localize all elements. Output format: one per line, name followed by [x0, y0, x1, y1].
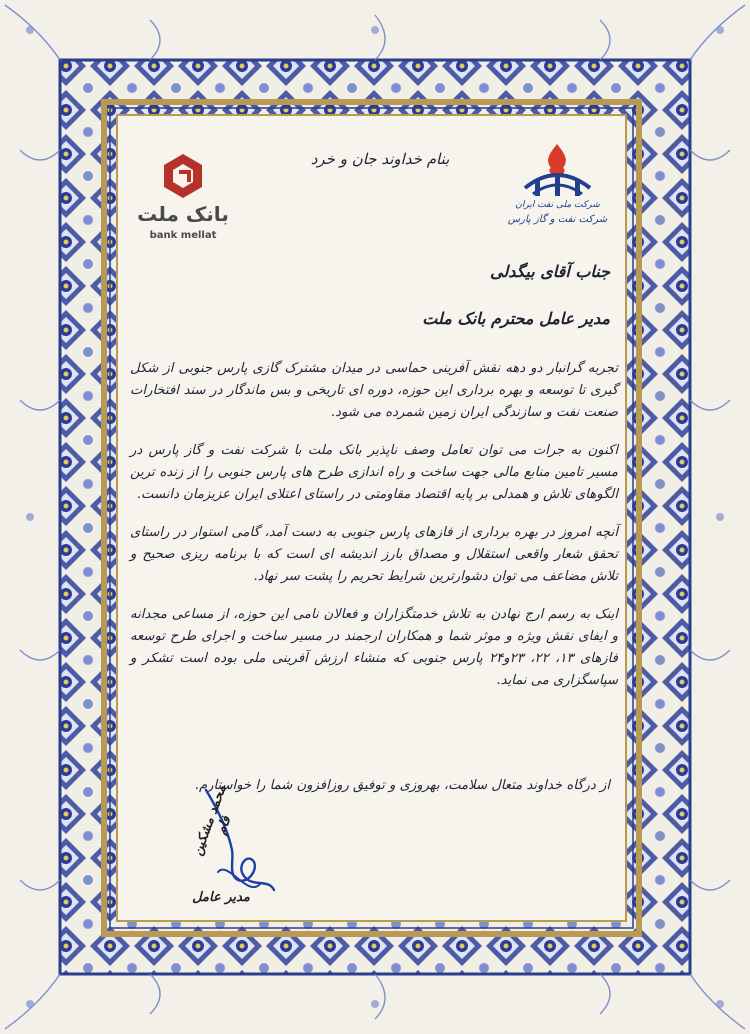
paragraph-4: اینک به رسم ارج نهادن به تلاش خدمتگزاران و فعالان نامی این حوزه، از مساعی مجدانه و ایفای نقش ویژه و موثر شما و همکاران ارجمند در مسیر ساخت و اجرای طرح توسعه فازهای ۱۳، ۲۲، ۲۳و۲۴ پارس جنوبی که منشاء ارزش آفرینی ملی بوده است تشکر و سپاسگزاری می نماید. — [130, 607, 618, 688]
signatory-name: محمد مشکین فام — [190, 783, 235, 858]
paragraph-1: تجربه گرانبار دو دهه نقش آفرینی حماسی در میدان مشترک گازی پارس جنوبی از شکل گیری تا توسعه و بهره برداری این حوزه، دوره ای تاریخی و بس ماندگار در سند افتخارات صنعت نفت و سازندگی ایران زمین شمرده می شود. — [130, 361, 618, 420]
letter-body — [130, 358, 618, 708]
addressee-title: مدیر عامل محترم بانک ملت — [422, 309, 610, 328]
bank-mellat-logo — [128, 150, 238, 246]
bank-mellat-name-fa: بانک ملت — [137, 202, 229, 226]
paragraph-2: اکنون به جرات می توان تعامل وصف ناپذیر بانک ملت با شرکت نفت و گاز پارس در مسیر تامین منابع مالی جهت ساخت و راه اندازی طرح های پارس جنوبی را از زنده ترین الگوهای تلاش و همدلی بر پایه اقتصاد مقاومتی در راستای اعتلای ایران عزیزمان دانست. — [130, 443, 618, 502]
npgc-line2: شرکت نفت و گاز پارس — [507, 214, 608, 225]
npgc-logo — [505, 140, 610, 240]
signatory-title: مدیر عامل — [192, 890, 250, 905]
basmala-heading: بنام خداوند جان و خرد — [310, 150, 450, 168]
npgc-flame-logo-icon — [505, 140, 610, 200]
bank-mellat-name-en: bank mellat — [149, 230, 217, 241]
addressee-name: جناب آقای بیگدلی — [489, 262, 610, 281]
addressee-block — [230, 262, 610, 328]
npgc-line1: شرکت ملی نفت ایران — [515, 200, 600, 210]
paragraph-3: آنچه امروز در بهره برداری از فازهای پارس جنوبی به دست آمد، گامی استوار در راستای تحقق شعار واقعی استقلال و مصداق بارز اندیشه ای است که با برنامه ریزی صحیح و تلاش مضاعف می توان دشوارترین شرایط تحریم را پشت سر نهاد. — [130, 525, 618, 584]
closing-line: از درگاه خداوند متعال سلامت، بهروزی و توفیق روزافزون شما را خواستارم. — [194, 778, 610, 793]
